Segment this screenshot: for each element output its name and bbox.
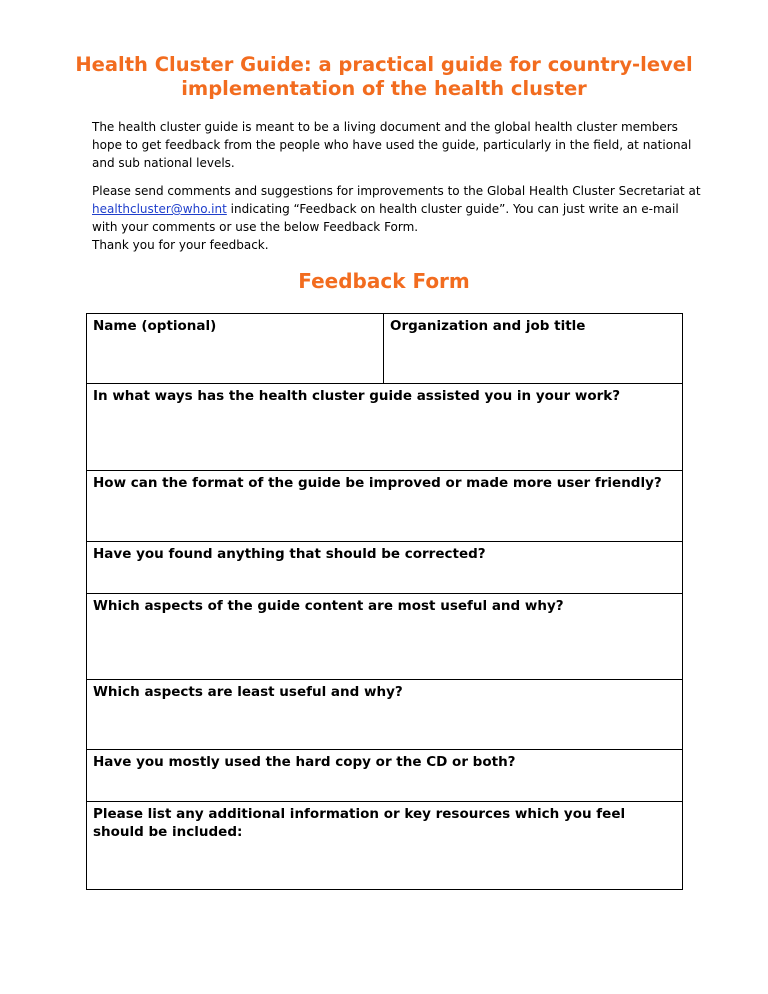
contact-text-before-email: Please send comments and suggestions for improvements to the Global Health Cluster Secretariat at [92,184,701,198]
document-title: Health Cluster Guide: a practical guide for country-level implementation of the health cluster [75,53,693,100]
question-corrections-field[interactable] [87,542,683,594]
question-least-useful-field[interactable] [87,680,683,750]
form-row-assisted [87,384,683,471]
form-row-additional-info [87,802,683,890]
question-label: How can the format of the guide be improved or made more user friendly? [93,475,662,491]
contact-text-after-email: indicating “Feedback on health cluster guide”. You can just write an e-mail with your comments or use the below Feedback Form. [92,202,679,234]
question-label: Have you mostly used the hard copy or the CD or both? [93,754,516,770]
name-field-label: Name (optional) [93,318,217,334]
question-format-field[interactable] [87,471,683,542]
question-label: Which aspects are least useful and why? [93,684,403,700]
question-label: In what ways has the health cluster guide assisted you in your work? [93,388,621,404]
organization-field-label: Organization and job title [390,318,586,334]
question-format-used-field[interactable] [87,750,683,802]
form-row-least-useful [87,680,683,750]
form-row-corrections [87,542,683,594]
question-most-useful-field[interactable] [87,594,683,680]
thank-you-text: Thank you for your feedback. [92,238,269,252]
contact-paragraph [92,182,704,254]
form-row-most-useful [87,594,683,680]
form-row-format-used [87,750,683,802]
email-link[interactable]: healthcluster@who.int [92,202,227,216]
name-field[interactable] [87,314,384,384]
organization-field[interactable] [384,314,683,384]
question-assisted-field[interactable] [87,384,683,471]
feedback-form-heading: Feedback Form [298,269,470,293]
question-additional-info-field[interactable] [87,802,683,890]
form-row-name-org [87,314,683,384]
question-label: Which aspects of the guide content are most useful and why? [93,598,564,614]
intro-paragraph: The health cluster guide is meant to be a living document and the global health cluster members hope to get feedback from the people who have used the guide, particularly in the field, at national and sub national levels. [92,120,692,170]
form-row-format [87,471,683,542]
question-label: Have you found anything that should be corrected? [93,546,486,562]
feedback-form-table [86,313,683,890]
question-label: Please list any additional information or key resources which you feel should be included: [93,806,626,840]
